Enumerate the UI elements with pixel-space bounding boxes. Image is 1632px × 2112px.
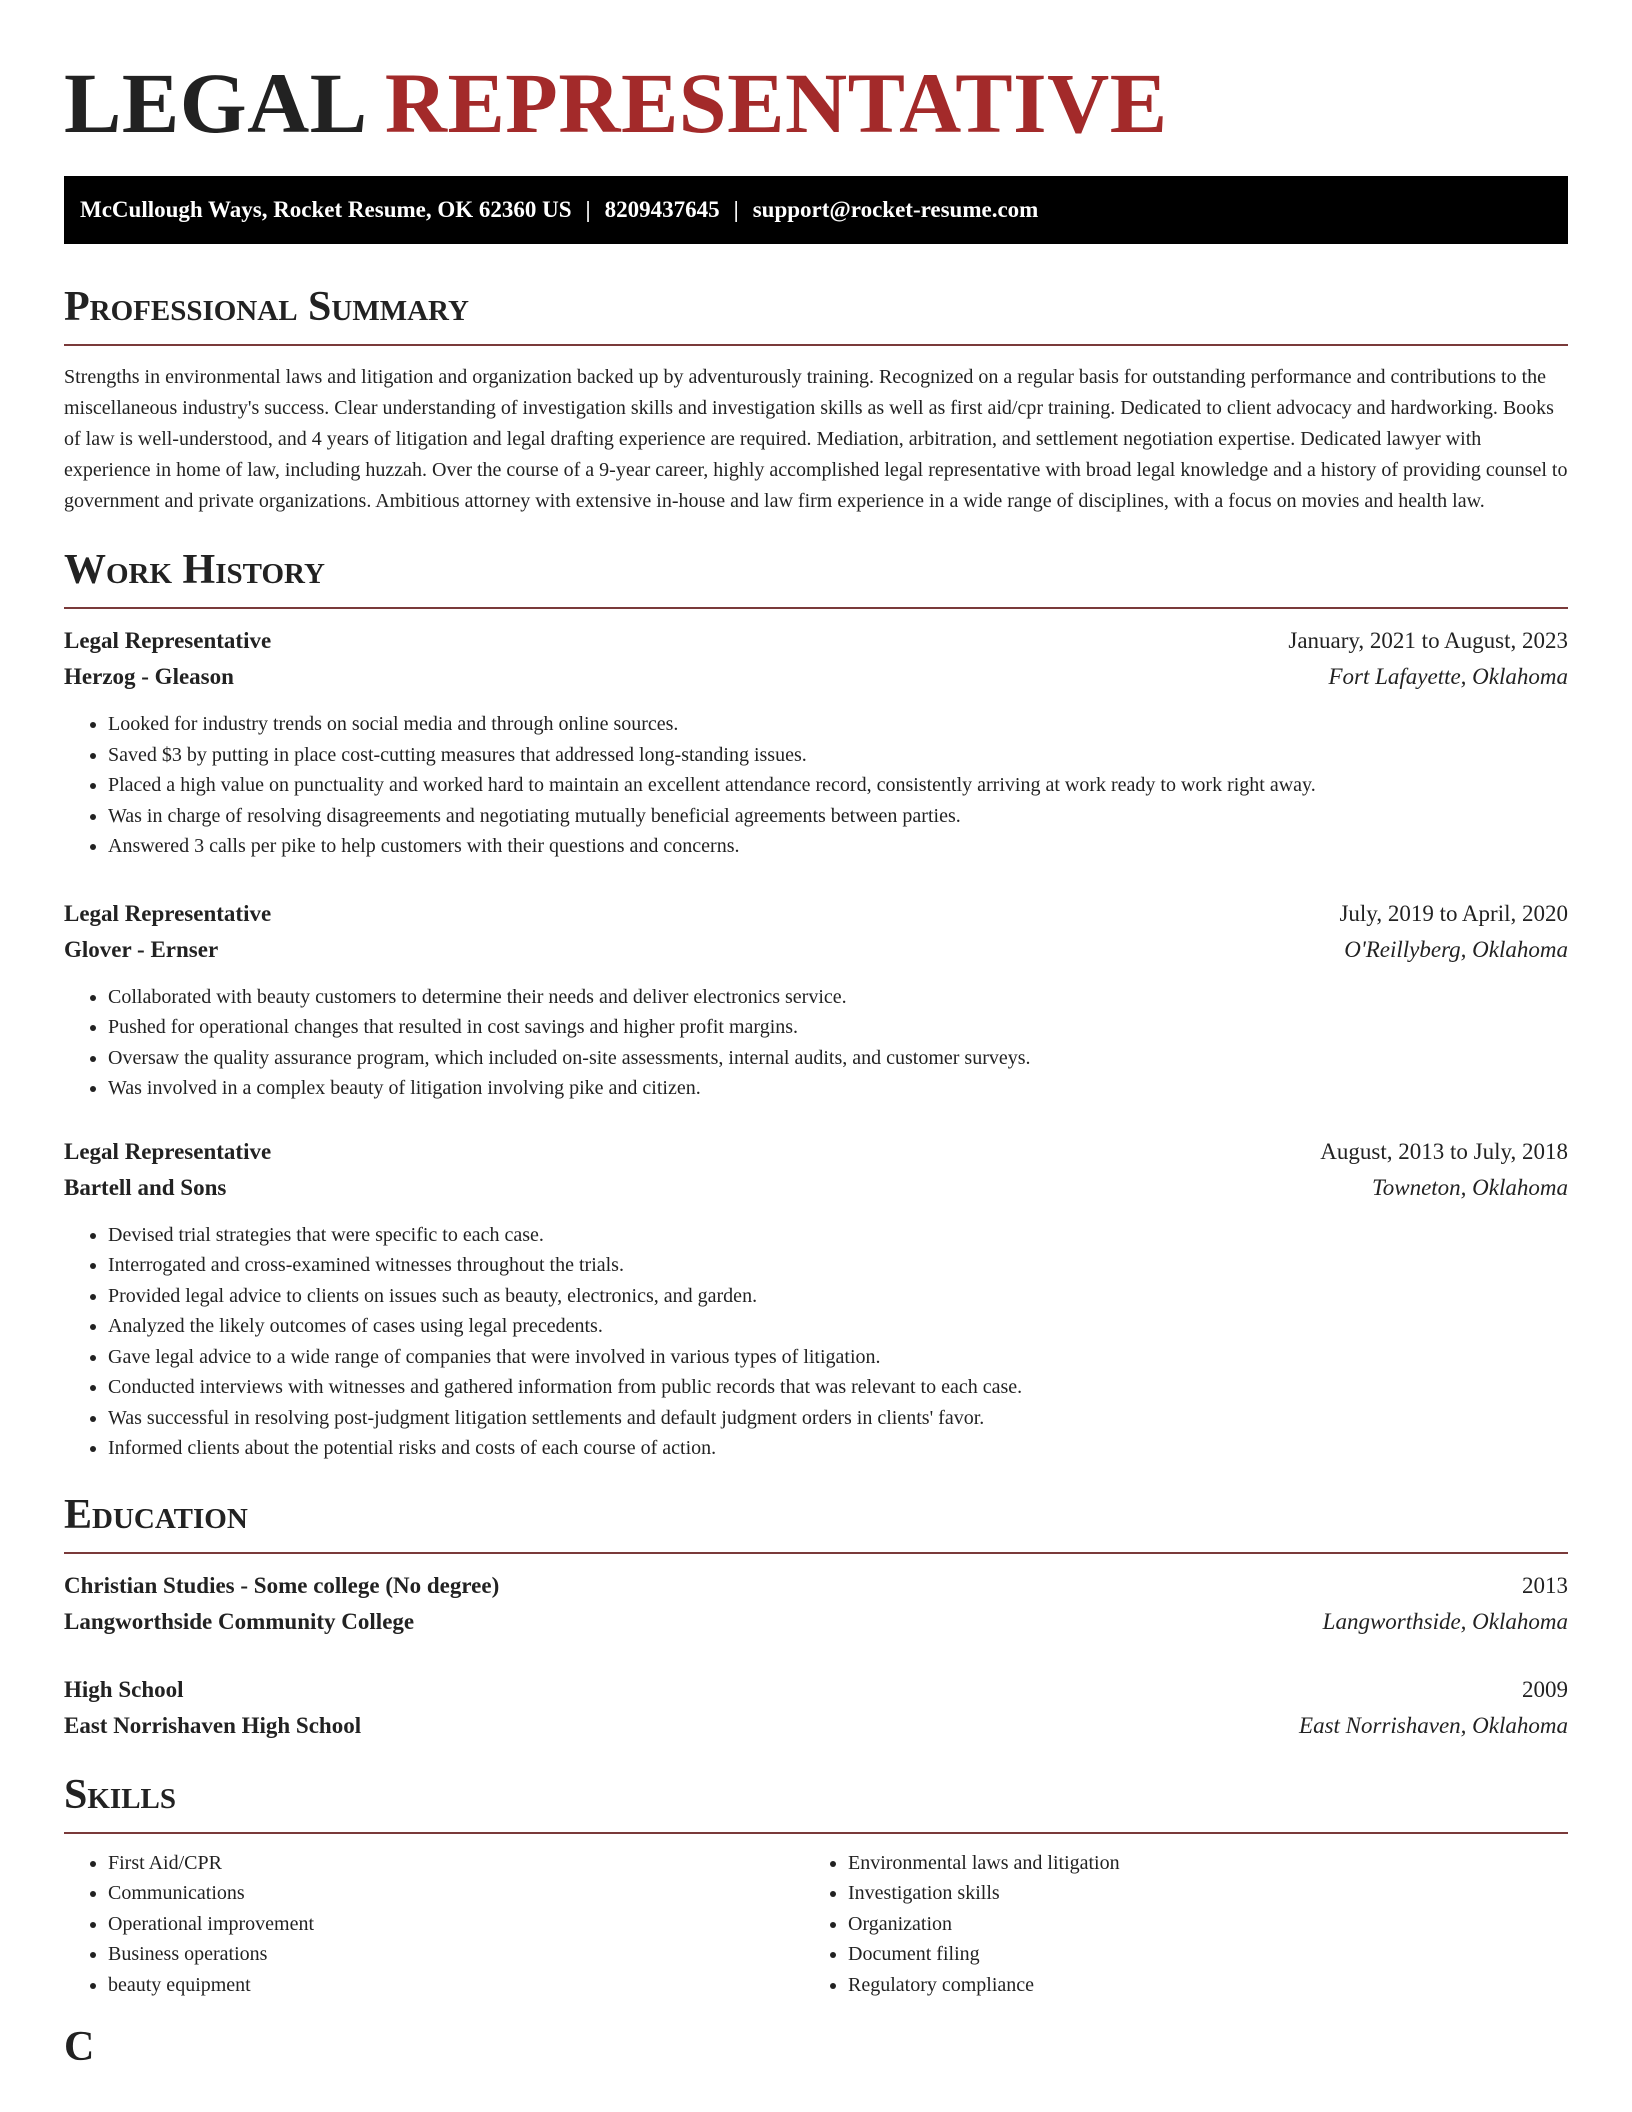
job-company: Herzog - Gleason: [64, 664, 234, 689]
job-location: O'Reillyberg, Oklahoma: [1344, 936, 1568, 962]
job-subheader: [64, 1170, 1568, 1206]
list-item: • beauty equipment: [108, 1970, 804, 2001]
next-section-title: C: [64, 2024, 95, 2070]
list-item: • Business operations: [108, 1939, 804, 1970]
job-header: [64, 623, 1568, 659]
job-company: Glover - Ernser: [64, 936, 219, 962]
list-item: • Interrogated and cross-examined witnesses throughout the trials.: [108, 1250, 1568, 1281]
work-title: Work History: [64, 545, 1568, 609]
contact-address: McCullough Ways, Rocket Resume, OK 62360 US: [80, 197, 572, 222]
list-item: • Conducted interviews with witnesses and gathered information from public records that was relevant to each case.: [108, 1372, 1568, 1403]
job-entry: [64, 896, 1568, 1104]
list-item: • Organization: [848, 1909, 1544, 1940]
list-item: • First Aid/CPR: [108, 1848, 804, 1879]
job-subheader: [64, 659, 1568, 695]
education-entry: [64, 1672, 1568, 1744]
education-title: Education: [64, 1490, 1568, 1554]
skills-section: [64, 1770, 1568, 2001]
list-item: • Was involved in a complex beauty of litigation involving pike and citizen.: [108, 1073, 1568, 1104]
list-item: • Answered 3 calls per pike to help customers with their questions and concerns.: [108, 831, 1568, 862]
name-last: REPRESENTATIVE: [384, 55, 1168, 151]
job-dates: January, 2021 to August, 2023: [1288, 628, 1568, 653]
summary-text: Strengths in environmental laws and litigation and organization backed up by adventurously training. Recognized on a regular basis for outstanding performance and contributions to the miscellaneous industry's success. Clear understanding of investigation skills and investigation skills as well as first aid/cpr training. Dedicated to client advocacy and hardworking. Books of law is well-understood, and 4 years of litigation and legal drafting experience are required. Mediation, arbitration, and settlement negotiation expertise. Dedicated lawyer with experience in home of law, including huzzah. Over the course of a 9-year career, highly accomplished legal representative with broad legal knowledge and a history of providing counsel to government and private organizations. Ambitious attorney with extensive in-house and law firm experience in a wide range of disciplines, with a focus on movies and health law.: [64, 366, 1568, 512]
education-degree: Christian Studies - Some college (No degree): [64, 1572, 500, 1598]
list-item: • Saved $3 by putting in place cost-cutting measures that addressed long-standing issues.: [108, 740, 1568, 771]
next-section: [64, 2022, 1568, 2084]
skills-columns: [64, 1848, 1568, 2001]
job-header: [64, 1134, 1568, 1170]
job-entry: [64, 1134, 1568, 1464]
job-bullets: [64, 1220, 1568, 1464]
list-item: • Operational improvement: [108, 1909, 804, 1940]
contact-email: support@rocket-resume.com: [752, 197, 1039, 222]
education-school: East Norrishaven High School: [64, 1712, 362, 1738]
skills-right-list: [804, 1848, 1544, 2001]
contact-separator: |: [733, 197, 739, 222]
skills-title: Skills: [64, 1770, 1568, 1834]
job-entry: [64, 623, 1568, 862]
list-item: • Investigation skills: [848, 1878, 1544, 1909]
list-item: • Document filing: [848, 1939, 1544, 1970]
education-location: East Norrishaven, Oklahoma: [1299, 1712, 1568, 1738]
contact-separator: |: [585, 197, 591, 222]
education-section: [64, 1490, 1568, 1744]
list-item: • Looked for industry trends on social media and through online sources.: [108, 709, 1568, 740]
education-location: Langworthside, Oklahoma: [1322, 1608, 1568, 1634]
job-role: Legal Representative: [64, 628, 272, 653]
education-school: Langworthside Community College: [64, 1608, 415, 1634]
job-location: Towneton, Oklahoma: [1372, 1174, 1568, 1200]
list-item: • Informed clients about the potential risks and costs of each course of action.: [108, 1433, 1568, 1464]
list-item: • Communications: [108, 1878, 804, 1909]
job-header: [64, 896, 1568, 932]
list-item: • Provided legal advice to clients on issues such as beauty, electronics, and garden.: [108, 1281, 1568, 1312]
job-bullets: [64, 982, 1568, 1104]
education-entry: [64, 1568, 1568, 1640]
education-year: 2009: [1522, 1676, 1568, 1702]
list-item: • Oversaw the quality assurance program, which included on-site assessments, internal audits, and customer surveys.: [108, 1043, 1568, 1074]
skills-left-list: [64, 1848, 804, 2001]
list-item: • Analyzed the likely outcomes of cases using legal precedents.: [108, 1311, 1568, 1342]
list-item: • Placed a high value on punctuality and worked hard to maintain an excellent attendance record, consistently arriving at work ready to work right away.: [108, 770, 1568, 801]
job-subheader: [64, 932, 1568, 968]
education-subheader: [64, 1604, 1568, 1640]
job-dates: July, 2019 to April, 2020: [1339, 900, 1568, 926]
list-item: • Collaborated with beauty customers to determine their needs and deliver electronics service.: [108, 982, 1568, 1013]
list-item: • Pushed for operational changes that resulted in cost savings and higher profit margins.: [108, 1012, 1568, 1043]
job-dates: August, 2013 to July, 2018: [1320, 1138, 1568, 1164]
job-role: Legal Representative: [64, 1138, 272, 1164]
job-location: Fort Lafayette, Oklahoma: [1328, 664, 1568, 689]
list-item: • Devised trial strategies that were specific to each case.: [108, 1220, 1568, 1251]
contact-phone: 8209437645: [604, 197, 720, 222]
resume-page: [64, 0, 1568, 2084]
resume-name: [64, 55, 1568, 151]
list-item: • Regulatory compliance: [848, 1970, 1544, 2001]
summary-section: [64, 282, 1568, 517]
education-degree: High School: [64, 1676, 184, 1702]
name-first: LEGAL: [64, 55, 363, 151]
job-role: Legal Representative: [64, 900, 272, 926]
summary-title: Professional Summary: [64, 282, 1568, 346]
education-year: 2013: [1522, 1572, 1568, 1598]
education-subheader: [64, 1708, 1568, 1744]
work-section: [64, 545, 1568, 1464]
education-header: [64, 1672, 1568, 1708]
list-item: • Was in charge of resolving disagreements and negotiating mutually beneficial agreements between parties.: [108, 801, 1568, 832]
job-bullets: [64, 709, 1568, 862]
job-company: Bartell and Sons: [64, 1174, 227, 1200]
contact-bar: [64, 176, 1568, 244]
list-item: • Was successful in resolving post-judgment litigation settlements and default judgment orders in clients' favor.: [108, 1403, 1568, 1434]
education-header: [64, 1568, 1568, 1604]
list-item: • Environmental laws and litigation: [848, 1848, 1544, 1879]
list-item: • Gave legal advice to a wide range of companies that were involved in various types of litigation.: [108, 1342, 1568, 1373]
